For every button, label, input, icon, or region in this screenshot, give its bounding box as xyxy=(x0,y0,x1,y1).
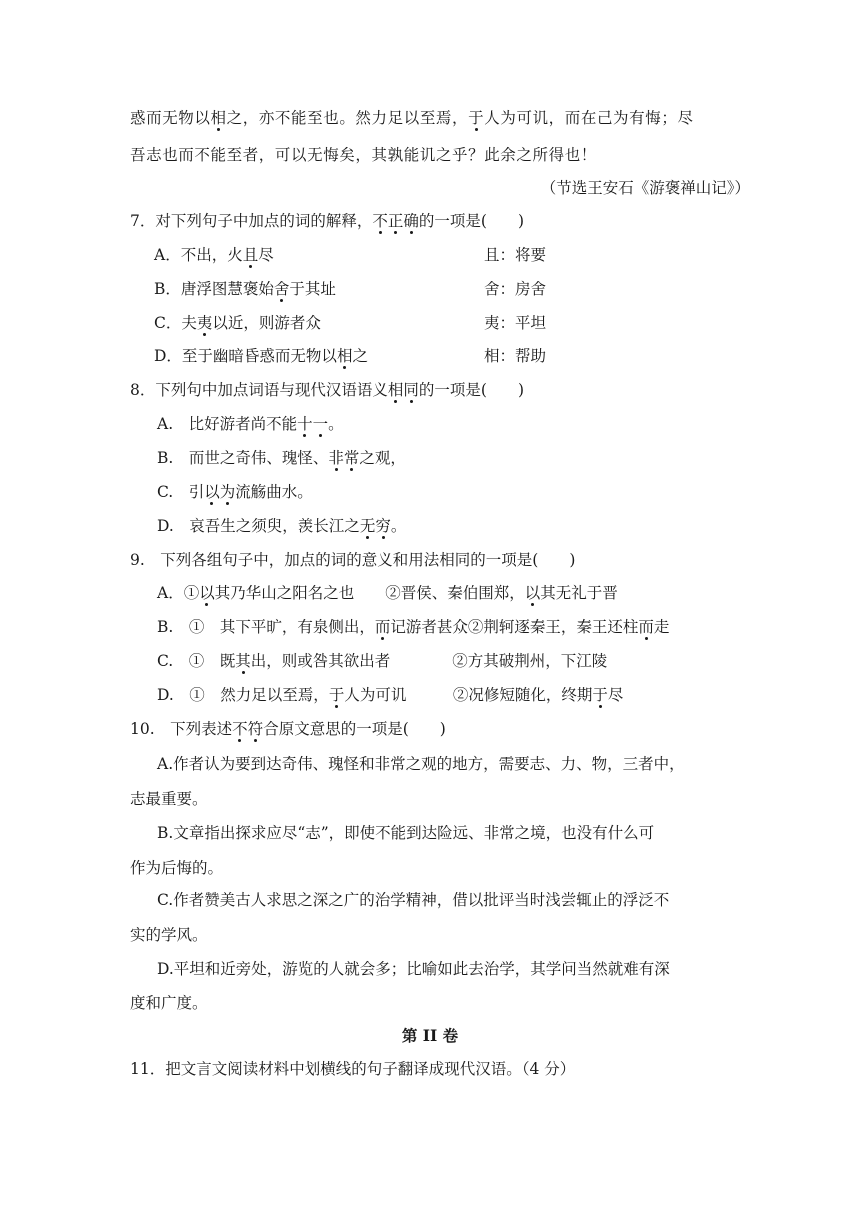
emphasized-char: 于 xyxy=(468,109,485,127)
q9-stem xyxy=(130,549,575,571)
text-run: 流觞曲水。 xyxy=(235,483,313,501)
text-run: 尽 xyxy=(258,246,274,264)
q10-stem xyxy=(130,718,446,740)
text-run: C. 引 xyxy=(157,483,205,501)
q7-option-a-gloss: 且：将要 xyxy=(484,246,547,264)
text-run: D．至于幽暗昏惑而无物以 xyxy=(154,347,337,365)
text-run: 。 xyxy=(390,517,407,535)
q8-option-b xyxy=(157,447,406,469)
text-run: 其乃华山之阳名之也 ②晋侯、秦伯围郑， xyxy=(214,584,525,602)
text-run: 惑而无物以 xyxy=(130,109,211,127)
emphasized-char: 相 xyxy=(336,347,353,365)
passage-line-1 xyxy=(130,107,694,129)
emphasized-char: 且 xyxy=(242,246,259,264)
text-run: 出，则或咎其欲出者 ②方其破荆州，下江陵 xyxy=(250,652,608,670)
text-run: 尽 xyxy=(607,686,624,704)
emphasized-char: 而 xyxy=(374,618,391,636)
text-run: 之，亦不能至也。然力足以至焉， xyxy=(226,109,469,127)
emphasized-char: 于 xyxy=(328,686,345,704)
q7-option-c xyxy=(154,312,321,334)
q10-option-a-line1: A.作者认为要到达奇伟、瑰怪和非常之观的地方，需要志、力、物，三者中， xyxy=(157,755,685,773)
emphasized-char: 穷 xyxy=(375,517,391,535)
emphasized-char: 相 xyxy=(387,381,404,399)
text-run: 记游者甚众②荆轲逐秦王，秦王还柱 xyxy=(390,618,639,636)
text-run: 走 xyxy=(653,618,670,636)
text-run: 8．下列句中加点词语与现代汉语语义 xyxy=(130,381,388,399)
emphasized-char: 正 xyxy=(387,212,404,230)
q9-option-a xyxy=(157,582,618,604)
text-run: 的一项是( ) xyxy=(418,212,525,230)
emphasized-char: 而 xyxy=(638,618,654,636)
text-run: A．① xyxy=(157,584,200,602)
emphasized-char: 不 xyxy=(372,212,388,230)
emphasized-char: 一 xyxy=(312,415,329,433)
text-run: C. ① 既 xyxy=(157,652,236,670)
q10-option-b-line2: 作为后悔的。 xyxy=(130,859,224,877)
q10-option-c-line1: C.作者赞美古人求思之深之广的治学精神，借以批评当时浅尝辄止的浮泛不 xyxy=(157,891,670,909)
q8-option-c xyxy=(157,481,313,503)
passage-line-2 xyxy=(130,144,597,166)
q9-option-c xyxy=(157,650,607,672)
section-title-part-2: 第 II 卷 xyxy=(401,1026,459,1045)
text-run: 之观， xyxy=(359,449,406,467)
text-run: C．夫 xyxy=(154,314,197,332)
text-run: 的一项是( ) xyxy=(418,381,525,399)
q7-option-c-gloss: 夷：平坦 xyxy=(484,314,547,332)
q9-option-d xyxy=(157,684,623,706)
text-run: 人为可讥 ②况修短随化，终期 xyxy=(344,686,593,704)
q11-stem: 11．把文言文阅读材料中划横线的句子翻译成现代汉语。（4 分） xyxy=(130,1060,576,1078)
text-run: D. ① 然力足以至焉， xyxy=(157,686,329,704)
q9-option-b xyxy=(157,616,669,638)
q8-stem xyxy=(130,379,524,401)
emphasized-char: 以 xyxy=(524,584,541,602)
emphasized-char: 以 xyxy=(204,483,220,501)
emphasized-char: 符 xyxy=(247,720,264,738)
text-run: 7．对下列句子中加点的词的解释， xyxy=(130,212,373,230)
text-run: D. 哀吾生之须臾，羡长江之 xyxy=(157,517,360,535)
q10-option-d-line1: D.平坦和近旁处，游览的人就会多；比喻如此去治学，其学问当然就难有深 xyxy=(157,960,670,978)
q8-option-d xyxy=(157,515,406,537)
text-run: 之 xyxy=(352,347,368,365)
emphasized-char: 无 xyxy=(359,517,376,535)
emphasized-char: 为 xyxy=(219,483,236,501)
emphasized-char: 同 xyxy=(403,381,419,399)
q7-option-d xyxy=(154,345,368,367)
text-run: 9. 下列各组句子中，加点的词的意义和用法相同的一项是( ) xyxy=(130,551,576,569)
text-run: B. 而世之奇伟、瑰怪、 xyxy=(157,449,329,467)
emphasized-char: 于 xyxy=(592,686,608,704)
emphasized-char: 以 xyxy=(199,584,215,602)
text-run: 。 xyxy=(328,415,344,433)
q7-option-a xyxy=(154,244,274,266)
text-run: 10. 下列表述 xyxy=(130,720,233,738)
emphasized-char: 确 xyxy=(403,212,419,230)
q10-option-a-line2: 志最重要。 xyxy=(130,790,208,808)
q7-stem xyxy=(130,210,524,232)
emphasized-char: 相 xyxy=(210,109,227,127)
emphasized-char: 其 xyxy=(235,652,251,670)
text-run: B. ① 其下平旷，有泉侧出， xyxy=(157,618,375,636)
emphasized-char: 非 xyxy=(328,449,344,467)
text-run: 人为可讥，而在己为有悔；尽 xyxy=(484,109,694,127)
text-run: 以近，则游者众 xyxy=(212,314,321,332)
text-run: A. 比好游者尚不能 xyxy=(157,415,298,433)
text-run: 合原文意思的一项是( ) xyxy=(263,720,446,738)
q10-option-d-line2: 度和广度。 xyxy=(130,994,208,1012)
q10-option-b-line1: B.文章指出探求应尽“志”，即使不能到达险远、非常之境，也没有什么可 xyxy=(157,824,655,842)
passage-source: （节选王安石《游褒禅山记》） xyxy=(540,179,750,197)
text-run: 其无礼于晋 xyxy=(540,584,618,602)
q10-option-c-line2: 实的学风。 xyxy=(130,926,208,944)
emphasized-char: 舍 xyxy=(273,280,290,298)
q7-option-d-gloss: 相：帮助 xyxy=(484,347,547,365)
q8-option-a xyxy=(157,413,344,435)
q7-option-b xyxy=(154,278,336,300)
emphasized-char: 十 xyxy=(297,415,313,433)
text-run: B．唐浮图慧褒始 xyxy=(154,280,274,298)
text-run: A．不出，火 xyxy=(154,246,243,264)
emphasized-char: 常 xyxy=(343,449,360,467)
emphasized-char: 夷 xyxy=(196,314,213,332)
text-run: 于其址 xyxy=(289,280,336,298)
text-run: 吾志也而不能至者，可以无悔矣，其孰能讥之乎？此余之所得也！ xyxy=(130,146,597,164)
emphasized-char: 不 xyxy=(232,720,248,738)
q7-option-b-gloss: 舍：房舍 xyxy=(484,280,547,298)
